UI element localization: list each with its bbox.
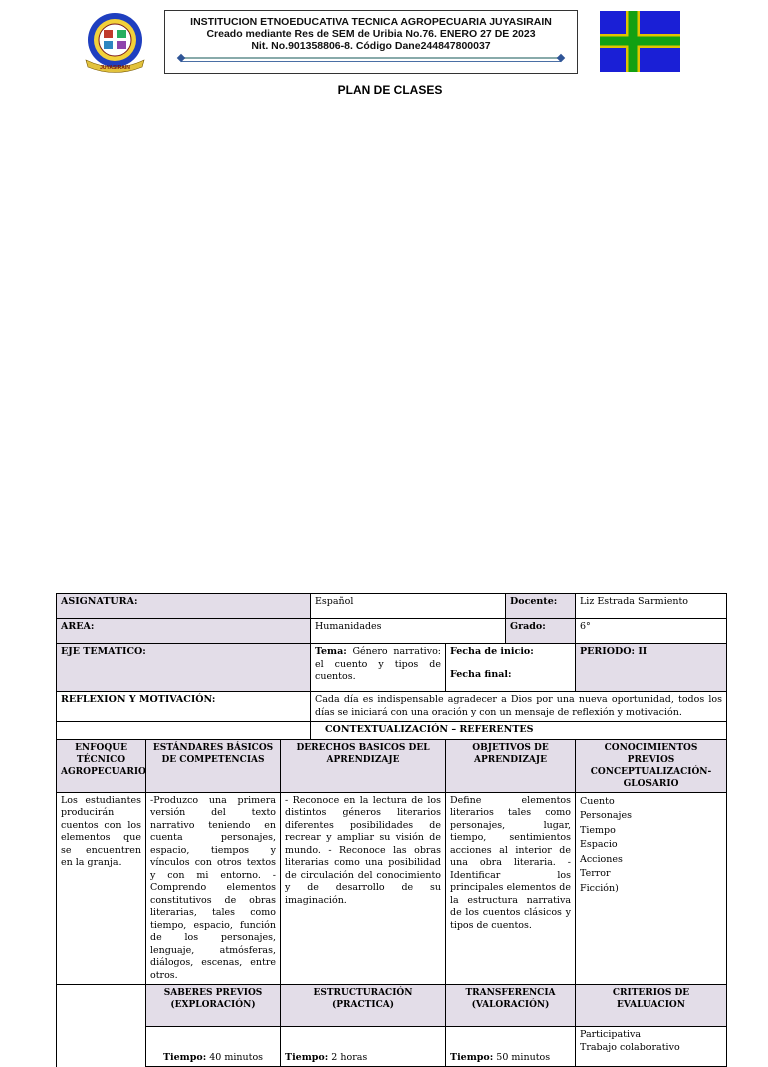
- objetivos-text: Define elementos literarios tales como personajes, lugar, tiempo, sentimientos acciones al interior de una obra literaria. -Identificar los principales elementos de la estructura narrativa de los cuentos clásicos y tipos de cuentos.: [446, 792, 576, 985]
- grado-label: Grado:: [506, 619, 576, 644]
- institution-nit: Nit. No.901358806-8. Código Dane244847800037: [251, 40, 491, 52]
- glosario-list: [576, 792, 727, 985]
- eje-tematico-label: EJE TEMATICO:: [57, 644, 311, 692]
- header-derechos: DERECHOS BASICOS DEL APRENDIZAJE: [281, 739, 446, 792]
- estandares-text: -Produzco una primera versión del texto narrativo teniendo en cuenta personajes, espacio, tiempos y vínculos con otros textos y con mi entorno. -Comprendo elementos constitutivos de obras literarias, tales como tiempo, espacio, función de los personajes, lenguaje, atmósferas, diálogos, escenas, entre otros.: [146, 792, 281, 985]
- tema-label: Tema:: [315, 646, 347, 657]
- derechos-text: - Reconoce en la lectura de los distintos géneros literarios diferentes posibilidades de recrear y ampliar su visión de mundo. - Reconoce las obras literarias como una posibilidad de circulación del conocimiento y de desarrollo de su imaginación.: [281, 792, 446, 985]
- list-item: Personajes: [580, 810, 632, 821]
- docente-label: Docente:: [506, 594, 576, 619]
- page-title: PLAN DE CLASES: [337, 83, 443, 97]
- institution-resolution: Creado mediante Res de SEM de Uribia No.76. ENERO 27 DE 2023: [206, 28, 536, 40]
- phase-criterios: CRITERIOS DE EVALUACION: [576, 985, 727, 1027]
- lesson-plan-table: [56, 593, 727, 1067]
- list-item: Ficción): [580, 882, 619, 894]
- tiempo-saberes: [146, 1027, 281, 1067]
- grado-value: 6°: [576, 619, 727, 644]
- table-row: [57, 722, 727, 740]
- institution-title-box: [164, 10, 578, 74]
- contextualizacion-heading: CONTEXTUALIZACIÓN – REFERENTES: [311, 722, 727, 740]
- table-row: [57, 1027, 727, 1067]
- phase-saberes-previos: SABERES PREVIOS (EXPLORACIÓN): [146, 985, 281, 1027]
- institution-name: INSTITUCION ETNOEDUCATIVA TECNICA AGROPECUARIA JUYASIRAIN: [190, 16, 552, 28]
- decorative-rule: [181, 61, 561, 62]
- list-item: Acciones: [580, 853, 623, 865]
- table-row: [57, 985, 727, 1027]
- reflexion-label: REFLEXION Y MOTIVACIÓN:: [57, 692, 311, 722]
- header-conocimientos: CONOCIMIENTOS PREVIOS CONCEPTUALIZACIÓN-GLOSARIO: [576, 739, 727, 792]
- reflexion-value: Cada día es indispensable agradecer a Dios por una nueva oportunidad, todos los días se iniciará con una oración y con un mensaje de reflexión y motivación.: [311, 692, 727, 722]
- docente-value: Liz Estrada Sarmiento: [576, 594, 727, 619]
- tema-value: Género narrativo: el cuento y tipos de cuentos.: [315, 646, 441, 682]
- logo-banner-text: JUYASIRAIN: [100, 65, 130, 71]
- fechas-cell: [446, 644, 576, 692]
- periodo-label: PERIODO: II: [576, 644, 727, 692]
- table-row: [57, 594, 727, 619]
- phase-estructuracion: ESTRUCTURACIÓN (PRACTICA): [281, 985, 446, 1027]
- area-label: AREA:: [57, 619, 311, 644]
- fecha-final-label: Fecha final:: [450, 668, 512, 680]
- tiempo-estructuracion: [281, 1027, 446, 1067]
- list-item: Participativa: [580, 1029, 642, 1040]
- tiempo-label: Tiempo:: [162, 1051, 207, 1063]
- area-value: Humanidades: [311, 619, 506, 644]
- table-row: [57, 739, 727, 792]
- table-row: [57, 792, 727, 985]
- tiempo-value: 50 minutos: [496, 1051, 551, 1063]
- header-estandares: ESTÁNDARES BÁSICOS DE COMPETENCIAS: [146, 739, 281, 792]
- asignatura-value: Español: [311, 594, 506, 619]
- header-objetivos: OBJETIVOS DE APRENDIZAJE: [446, 739, 576, 792]
- tiempo-transferencia: [446, 1027, 576, 1067]
- decorative-rule: [181, 57, 561, 59]
- tiempo-label: Tiempo:: [285, 1051, 329, 1063]
- tema-cell: [311, 644, 446, 692]
- header-enfoque: ENFOQUE TÉCNICO AGROPECUARIO: [57, 739, 146, 792]
- table-row: [57, 619, 727, 644]
- list-item: Cuento: [580, 795, 615, 807]
- document-header: [0, 0, 768, 80]
- list-item: Terror: [580, 868, 611, 879]
- phase-transferencia: TRANSFERENCIA (VALORACIÓN): [446, 985, 576, 1027]
- fecha-inicio-label: Fecha de inicio:: [450, 646, 534, 657]
- tiempo-value: 2 horas: [331, 1051, 368, 1063]
- enfoque-text: Los estudiantes producirán cuentos con los elementos que se encuentren en la granja.: [57, 792, 146, 985]
- flag-icon: [600, 11, 680, 72]
- table-row: [57, 692, 727, 722]
- tiempo-value: 40 minutos: [209, 1051, 264, 1063]
- list-item: Espacio: [580, 839, 618, 850]
- institution-logo-icon: [80, 12, 150, 74]
- list-item: Tiempo: [580, 824, 616, 836]
- asignatura-label: ASIGNATURA:: [57, 594, 311, 619]
- table-row: [57, 644, 727, 692]
- tiempo-label: Tiempo:: [450, 1051, 494, 1063]
- criterios-list: [576, 1027, 727, 1067]
- list-item: Trabajo colaborativo: [580, 1041, 680, 1053]
